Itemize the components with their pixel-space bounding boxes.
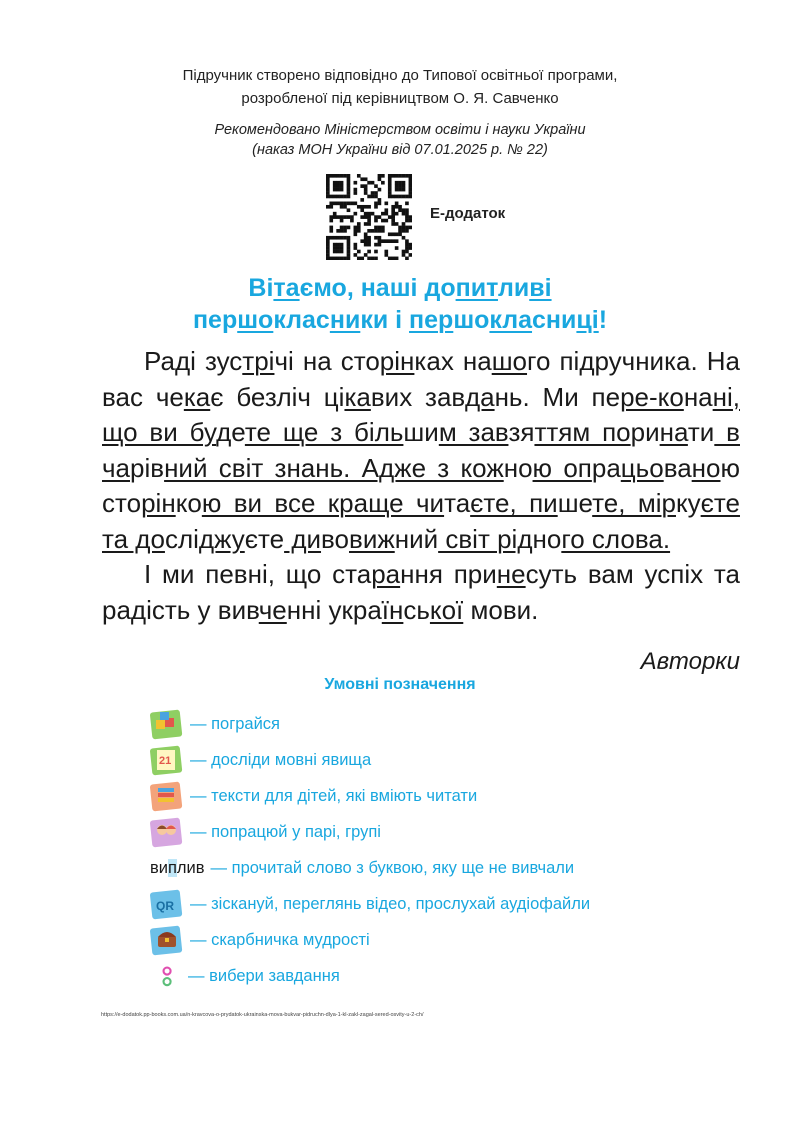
legend-text-pair: — попрацюй у парі, групі bbox=[190, 822, 381, 841]
intro-syllable: го слова. bbox=[561, 523, 671, 554]
intro-text: І ми певні, що ста bbox=[144, 559, 372, 589]
intro-syllable: рін bbox=[379, 346, 415, 376]
svg-text:QR: QR bbox=[156, 899, 174, 913]
intro-syllable: трі bbox=[242, 346, 275, 376]
intro-text: ю сто bbox=[102, 452, 740, 518]
intro-text: рів bbox=[130, 452, 165, 483]
calendar-research-icon bbox=[150, 744, 184, 776]
welcome-text: шо bbox=[453, 306, 490, 334]
intro-syllable: ди bbox=[284, 523, 322, 554]
welcome-heading bbox=[0, 272, 800, 336]
intro-syllable: ні, що ви бу bbox=[102, 381, 740, 447]
intro-syllable: єте, пи bbox=[470, 488, 558, 518]
intro-text: ку bbox=[675, 488, 701, 518]
intro-text: го підручника. На вас че bbox=[102, 346, 741, 412]
intro-syllable: ра bbox=[371, 559, 401, 589]
intro-syllable: кої bbox=[429, 594, 464, 625]
intro-text: нні укра bbox=[286, 594, 382, 625]
intro-syllable: шо bbox=[491, 346, 528, 376]
legend-title: Умовні позначення bbox=[324, 676, 476, 693]
legend-item-reading bbox=[150, 778, 770, 814]
intro-text: ти bbox=[687, 417, 715, 447]
intro-text: ках на bbox=[414, 346, 492, 376]
intro-syllable: те ще з біль bbox=[244, 417, 404, 447]
qr-code-icon[interactable] bbox=[326, 174, 412, 260]
intro-syllable: че bbox=[258, 594, 287, 625]
intro-syllable: цьо bbox=[620, 452, 664, 483]
legend-list bbox=[150, 706, 770, 994]
legend-text-wisdom: — скарбничка мудрості bbox=[190, 930, 370, 949]
intro-text: сь bbox=[403, 594, 430, 625]
legend-item-new-letter bbox=[150, 850, 770, 886]
intro-text: зя bbox=[508, 417, 535, 447]
welcome-syllable: шо bbox=[237, 306, 274, 334]
intro-text: ри bbox=[630, 417, 660, 447]
intro-paragraph-1 bbox=[102, 344, 740, 557]
intro-syllable: ка bbox=[183, 381, 211, 412]
intro-text: но bbox=[532, 523, 562, 554]
treasure-chest-icon bbox=[150, 924, 184, 956]
sample-word: виплив bbox=[150, 858, 205, 877]
legend-text-new-letter: — прочитай слово з буквою, яку ще не вивчали bbox=[210, 858, 575, 877]
legend-text-reading: — тексти для дітей, які вміють читати bbox=[190, 786, 478, 805]
legend-item-qr bbox=[150, 886, 770, 922]
pair-work-children-icon bbox=[150, 816, 184, 848]
intro-text: вих зав bbox=[370, 381, 465, 412]
legend-text-qr: — зіскануй, переглянь відео, прослухай аудіофайли bbox=[190, 894, 591, 913]
intro-text: є безліч ці bbox=[210, 381, 345, 412]
welcome-syllable: пер bbox=[409, 306, 454, 334]
legend-text-play: — пограйся bbox=[190, 714, 280, 733]
intro-syllable: на bbox=[659, 417, 688, 447]
welcome-text: ки і bbox=[360, 306, 410, 334]
welcome-line-1 bbox=[0, 272, 800, 304]
credit-line-1: Підручник створено відповідно до Типової освітньої програми, bbox=[182, 67, 618, 84]
credit-line-2: розробленої під керівництвом О. Я. Савченко bbox=[241, 90, 559, 107]
intro-syllable: ка bbox=[344, 381, 371, 412]
intro-text: ння при bbox=[400, 559, 497, 589]
intro-syllable: джу bbox=[198, 523, 245, 554]
welcome-syllable: ці bbox=[576, 306, 599, 334]
recommendation-block bbox=[0, 120, 800, 160]
intro-syllable: м зав bbox=[438, 417, 509, 447]
intro-syllable: ттям по bbox=[534, 417, 631, 447]
intro-text: суть вам успіх та радість у вив bbox=[102, 559, 740, 625]
intro-paragraph-2 bbox=[102, 557, 740, 628]
legend-text-choice: — вибери завдання bbox=[188, 966, 340, 985]
credit-block bbox=[0, 64, 800, 110]
choice-dots-icon bbox=[160, 960, 184, 992]
qr-scan-icon bbox=[150, 888, 184, 920]
legend-item-wisdom bbox=[150, 922, 770, 958]
intro-syllable: да bbox=[464, 381, 495, 412]
intro-syllable: в ча bbox=[102, 417, 740, 483]
welcome-text: ! bbox=[598, 306, 608, 334]
legend-item-pair bbox=[150, 814, 770, 850]
intro-text: ний bbox=[394, 523, 439, 554]
intro-syllable: ре-ко bbox=[620, 381, 684, 412]
welcome-syllable: пит bbox=[455, 274, 498, 302]
reading-books-icon bbox=[150, 780, 184, 812]
intro-text: де bbox=[216, 417, 245, 447]
intro-text: ко bbox=[175, 488, 202, 518]
intro-syllable: виж bbox=[349, 523, 395, 554]
intro-text: ва bbox=[663, 452, 692, 483]
intro-syllable: ю оп bbox=[532, 452, 592, 483]
intro-text: Раді зус bbox=[144, 346, 243, 376]
intro-text: та bbox=[444, 488, 471, 518]
supplement-url[interactable]: https://e-dodatok.pp-books.com.ua/n-kravcova-o-prydatok-ukrainska-mova-bukvar-pidruchn-dlya-1-kl-zakl-zagal-sered-osvity-u-2-ch/ bbox=[101, 1012, 424, 1018]
welcome-syllable: ни bbox=[329, 306, 361, 334]
svg-text:21: 21 bbox=[159, 755, 172, 767]
legend-item-play bbox=[150, 706, 770, 742]
intro-syllable: те, мір bbox=[592, 488, 676, 518]
welcome-text: ємо, наші до bbox=[299, 274, 456, 302]
welcome-syllable: та bbox=[273, 274, 300, 302]
welcome-syllable: ві bbox=[529, 274, 552, 302]
welcome-text: клас bbox=[273, 306, 330, 334]
intro-text: ше bbox=[557, 488, 593, 518]
recommended-line-2: (наказ МОН України від 07.01.2025 р. № 22) bbox=[252, 142, 548, 158]
intro-syllable: ний світ знань. Адже з кож bbox=[164, 452, 504, 483]
intro-text bbox=[102, 344, 740, 628]
intro-text: єте bbox=[244, 523, 285, 554]
intro-syllable: їн bbox=[381, 594, 404, 625]
welcome-syllable: кла bbox=[489, 306, 533, 334]
intro-syllable: єте та до bbox=[102, 488, 740, 554]
recommended-line-1: Рекомендовано Міністерством освіти і науки України bbox=[214, 122, 586, 138]
legend-item-research bbox=[150, 742, 770, 778]
welcome-text: сни bbox=[532, 306, 577, 334]
intro-text: чі на сто bbox=[274, 346, 380, 376]
intro-syllable: не bbox=[496, 559, 526, 589]
intro-text: слі bbox=[164, 523, 199, 554]
intro-text: ра bbox=[591, 452, 621, 483]
intro-syllable: світ рід bbox=[438, 523, 533, 554]
intro-syllable: ю ви все краще чи bbox=[201, 488, 445, 518]
welcome-line-2 bbox=[0, 304, 800, 336]
legend-item-choice bbox=[150, 958, 770, 994]
welcome-text: пер bbox=[192, 306, 238, 334]
intro-syllable: но bbox=[691, 452, 721, 483]
play-blocks-icon bbox=[150, 708, 184, 740]
intro-text: мови. bbox=[463, 594, 539, 625]
intro-text: во bbox=[321, 523, 349, 554]
intro-syllable: рін bbox=[141, 488, 176, 518]
authors-signature: Авторки bbox=[640, 648, 740, 675]
legend-text-research: — досліди мовні явища bbox=[190, 750, 372, 769]
intro-text: ши bbox=[403, 417, 439, 447]
intro-text: но bbox=[503, 452, 533, 483]
intro-text: на bbox=[683, 381, 713, 412]
intro-text: нь. Ми пе bbox=[494, 381, 621, 412]
welcome-text: ли bbox=[497, 274, 530, 302]
welcome-text: Ві bbox=[248, 274, 274, 302]
e-supplement-label[interactable]: Е-додаток bbox=[430, 205, 506, 222]
